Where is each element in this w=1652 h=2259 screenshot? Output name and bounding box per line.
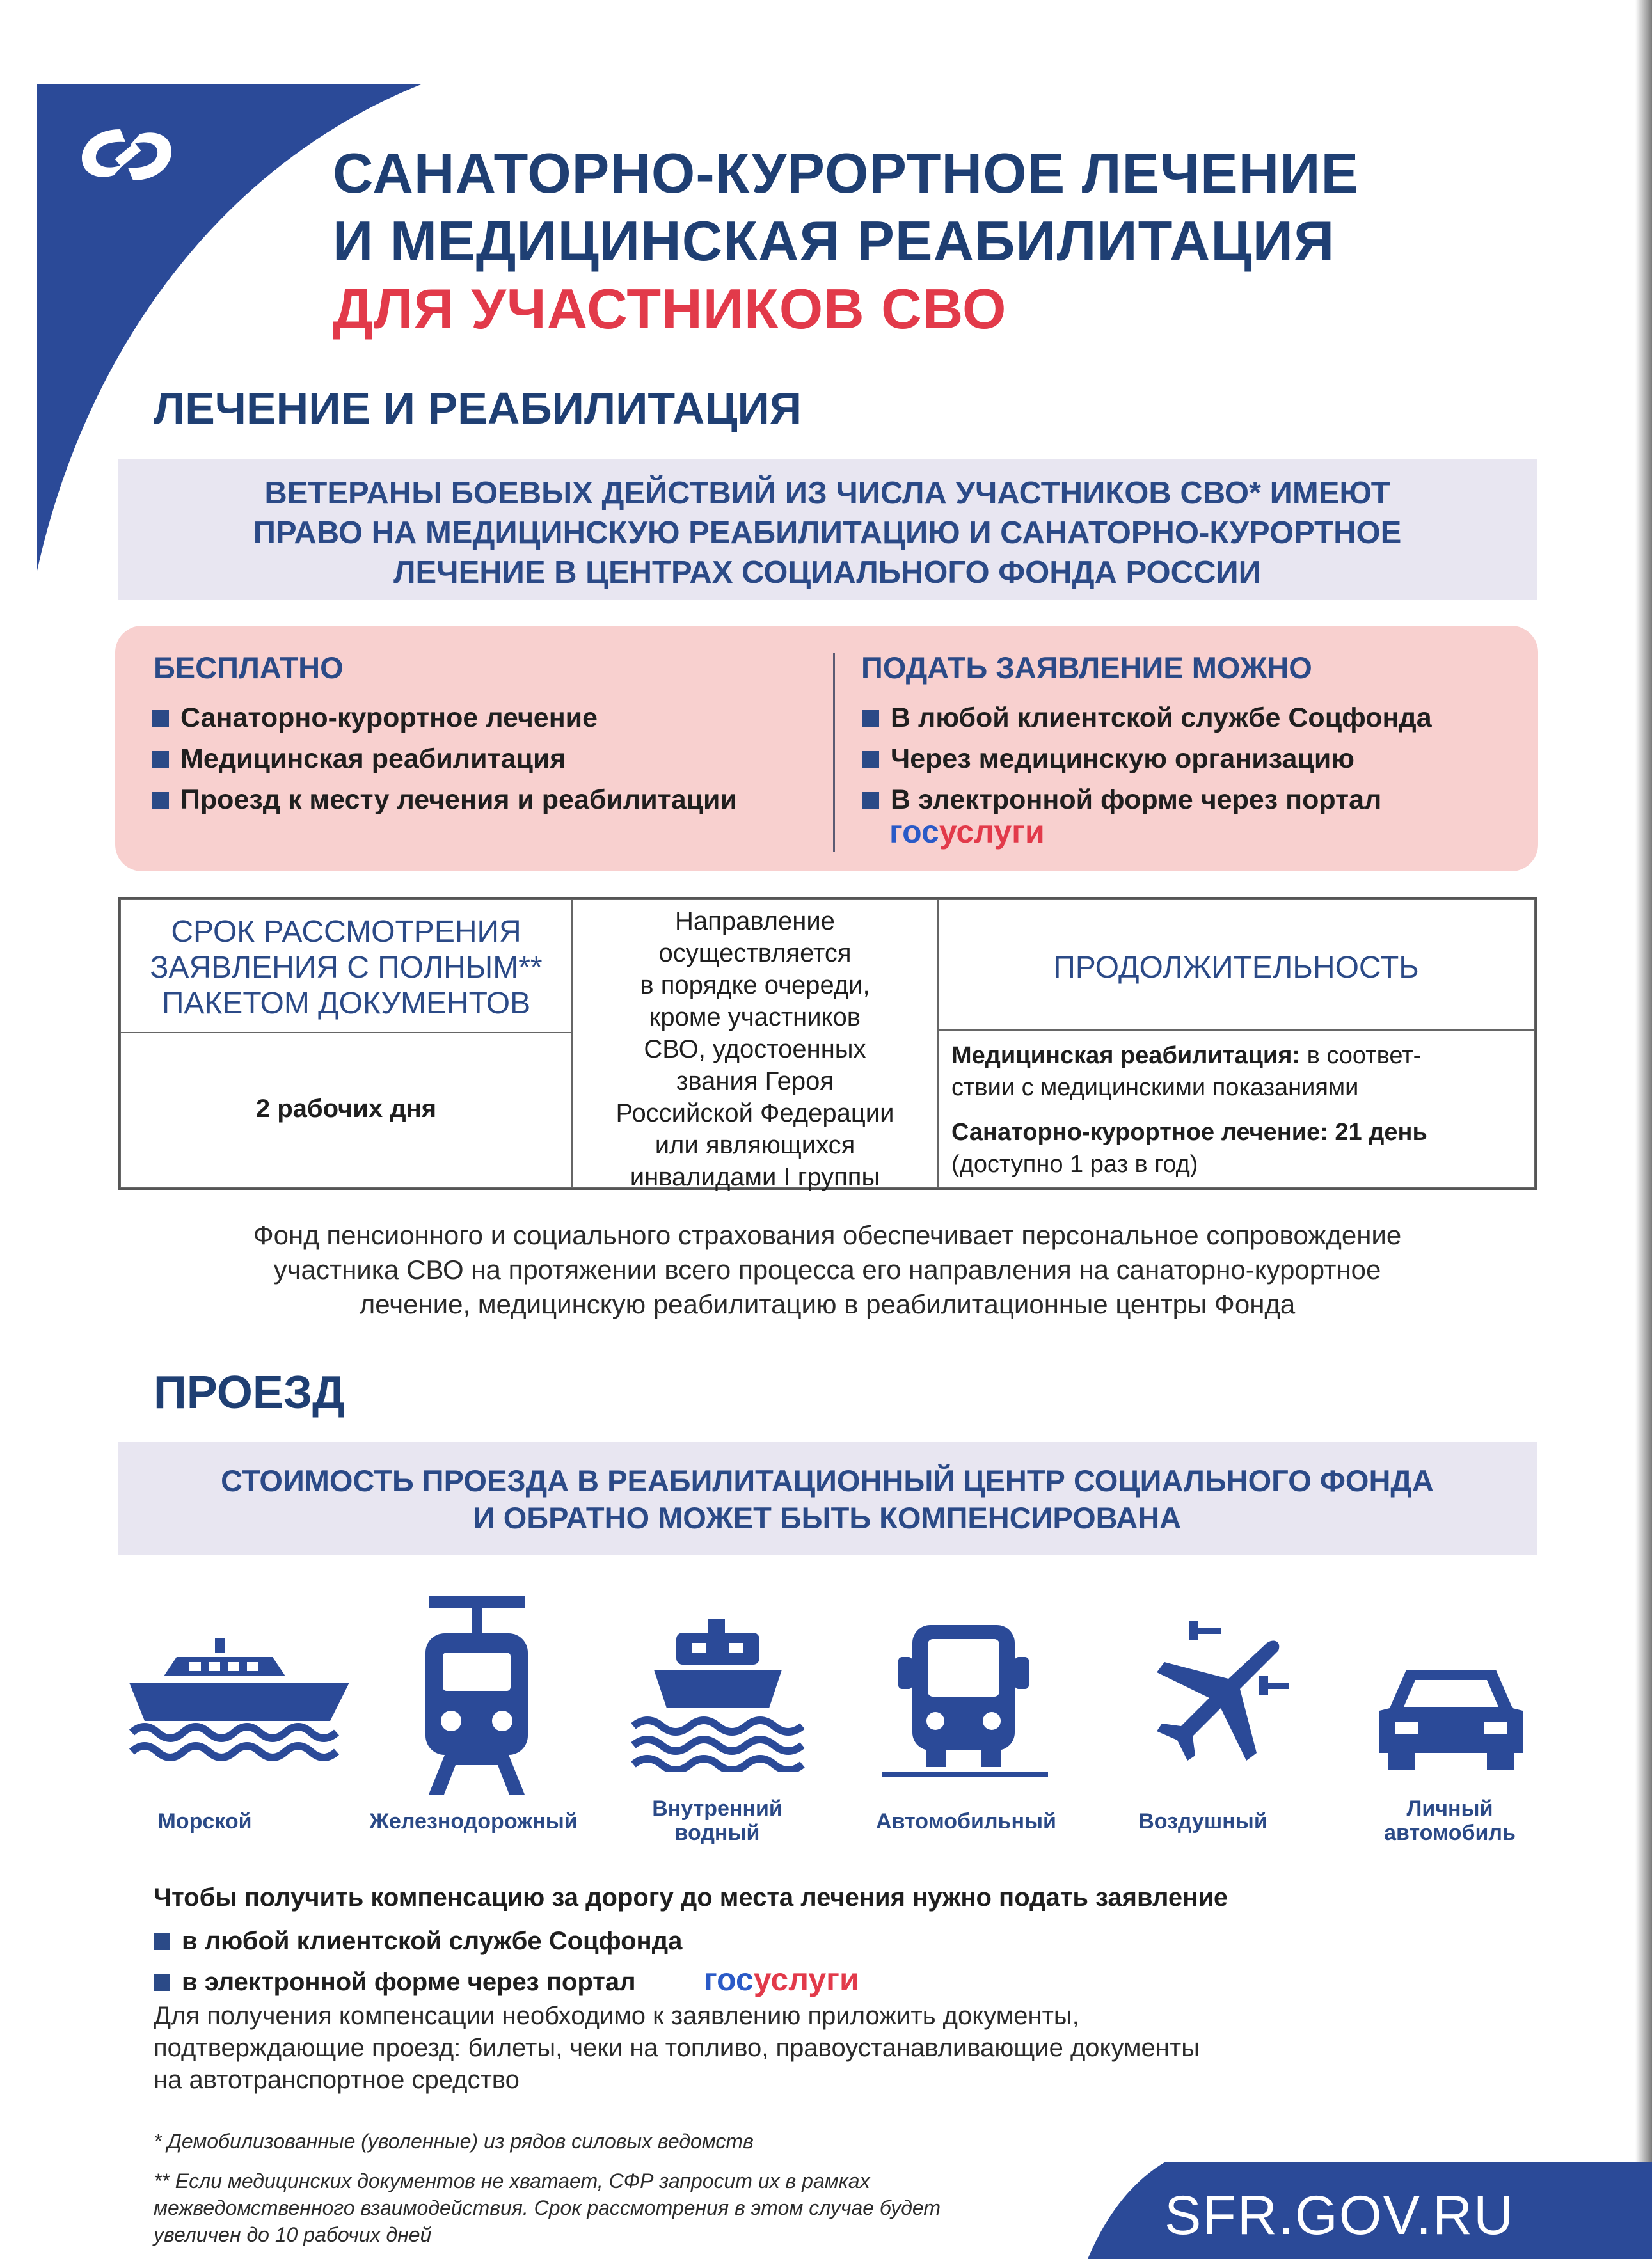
section-heading-treatment: ЛЕЧЕНИЕ И РЕАБИЛИТАЦИЯ — [154, 383, 802, 433]
direction-line: Российской Федерации — [616, 1099, 894, 1127]
gosuslugi-logo[interactable] — [889, 814, 1045, 850]
rehab-text-2: ствии с медицинскими показаниями — [951, 1074, 1359, 1101]
car-icon — [1374, 1663, 1528, 1772]
transport-label-multiline — [1354, 1796, 1546, 1845]
apply-heading: ПОДАТЬ ЗАЯВЛЕНИЕ МОЖНО — [861, 651, 1312, 685]
title-line-1: САНАТОРНО-КУРОРТНОЕ ЛЕЧЕНИЕ — [333, 141, 1360, 205]
list-item: Проезд к месту лечения и реабилитации — [152, 779, 737, 820]
gosuslugi-part-2: услуги — [939, 814, 1045, 850]
sanat-label: Санаторно-курортное лечение: 21 день — [951, 1119, 1427, 1146]
gosuslugi-part-1: гос — [704, 1962, 754, 1997]
gosuslugi-part-2: услуги — [753, 1962, 859, 1997]
apply-list — [862, 697, 1432, 820]
transport-label-multiline — [631, 1796, 804, 1845]
duration-header: ПРОДОЛЖИТЕЛЬНОСТЬ — [1053, 951, 1419, 985]
banner-line: И ОБРАТНО МОЖЕТ БЫТЬ КОМПЕНСИРОВАНА — [473, 1501, 1182, 1535]
compensation-title: Чтобы получить компенсацию за дорогу до места лечения нужно подать заявление — [154, 1883, 1228, 1912]
column-divider — [833, 653, 835, 852]
rehab-label: Медицинская реабилитация: — [951, 1042, 1301, 1069]
footnote-line: ** Если медицинских документов не хватает, СФР запросит их в рамках — [154, 2169, 870, 2192]
transport-label: Железнодорожный — [369, 1809, 578, 1834]
list-item: в электронной форме через портал — [154, 1962, 682, 2002]
footnote-2 — [154, 2168, 941, 2248]
duration-header-cell — [937, 899, 1535, 1031]
docs-line: Для получения компенсации необходимо к заявлению приложить документы, — [154, 2002, 1079, 2030]
duration-value-cell — [937, 1029, 1535, 1188]
page-title — [333, 139, 1359, 343]
list-item: Санаторно-курортное лечение — [152, 697, 737, 738]
scan-edge — [1635, 0, 1652, 2259]
rehab-text: в соответ- — [1300, 1042, 1422, 1069]
docs-line: подтверждающие проезд: билеты, чеки на топливо, правоустанавливающие документы — [154, 2034, 1200, 2062]
transport-label: Автомобильный — [876, 1809, 1056, 1834]
section-heading-travel: ПРОЕЗД — [154, 1367, 345, 1418]
note-line: Фонд пенсионного и социального страхования обеспечивает персональное сопровождение — [253, 1220, 1402, 1250]
direction-line: осуществляется — [658, 939, 852, 967]
direction-line: инвалидами I группы — [630, 1163, 880, 1191]
site-url[interactable]: SFR.GOV.RU — [1164, 2185, 1515, 2246]
banner-line: ПРАВО НА МЕДИЦИНСКУЮ РЕАБИЛИТАЦИЮ И САНАТОРНО-КУРОРТНОЕ — [253, 516, 1402, 550]
transport-label-line: Внутренний — [652, 1796, 782, 1821]
direction-line: СВО, удостоенных — [644, 1035, 866, 1063]
direction-line: Направление — [675, 907, 835, 935]
direction-line: в порядке очереди, — [640, 971, 870, 999]
transport-label: Морской — [157, 1809, 252, 1834]
banner-line: ЛЕЧЕНИЕ В ЦЕНТРАХ СОЦИАЛЬНОГО ФОНДА РОССИИ — [393, 555, 1261, 590]
list-item: В любой клиентской службе Соцфонда — [862, 697, 1432, 738]
note-line: участника СВО на протяжении всего процесса его направления на санаторно-курортное — [273, 1255, 1381, 1285]
support-note — [118, 1218, 1537, 1322]
gosuslugi-part-1: гос — [889, 814, 939, 850]
river-boat-icon — [628, 1619, 807, 1772]
list-item: в любой клиентской службе Соцфонда — [154, 1921, 682, 1962]
direction-line: или являющихся — [655, 1131, 855, 1159]
term-header-line: ЗАЯВЛЕНИЯ С ПОЛНЫМ** — [150, 951, 543, 985]
term-header-cell — [120, 899, 573, 1033]
banner-line: СТОИМОСТЬ ПРОЕЗДА В РЕАБИЛИТАЦИОННЫЙ ЦЕНТР СОЦИАЛЬНОГО ФОНДА — [221, 1464, 1434, 1498]
list-item: Через медицинскую организацию — [862, 738, 1432, 779]
free-list — [152, 697, 737, 820]
title-line-3: ДЛЯ УЧАСТНИКОВ СВО — [333, 277, 1007, 340]
term-value-cell — [120, 1032, 573, 1188]
term-header-line: СРОК РАССМОТРЕНИЯ — [171, 915, 521, 949]
docs-text — [154, 2000, 1200, 2096]
list-item: В электронной форме через портал — [862, 779, 1432, 820]
note-line: лечение, медицинскую реабилитацию в реабилитационные центры Фонда — [359, 1289, 1296, 1319]
direction-line: звания Героя — [676, 1067, 834, 1095]
list-item: Медицинская реабилитация — [152, 738, 737, 779]
info-table — [118, 897, 1537, 1190]
transport-label-line: водный — [674, 1821, 760, 1845]
footnote-line: межведомственного взаимодействия. Срок рассмотрения в этом случае будет — [154, 2196, 941, 2219]
ship-icon — [125, 1625, 356, 1766]
transport-label: Воздушный — [1138, 1809, 1267, 1834]
free-heading: БЕСПЛАТНО — [154, 651, 344, 685]
direction-cell — [571, 899, 939, 1191]
transport-label-line: автомобиль — [1384, 1821, 1516, 1845]
travel-banner — [118, 1442, 1537, 1555]
direction-line: кроме участников — [649, 1003, 861, 1031]
term-header-line: ПАКЕТОМ ДОКУМЕНТОВ — [161, 987, 531, 1020]
sanat-text: (доступно 1 раз в год) — [951, 1151, 1198, 1178]
compensation-list — [154, 1921, 682, 2002]
transport-label-line: Личный — [1406, 1796, 1493, 1821]
plane-icon — [1131, 1619, 1298, 1779]
footnote-1: * Демобилизованные (уволенные) из рядов силовых ведомств — [154, 2130, 754, 2153]
sfr-logo-icon — [75, 116, 178, 193]
footnote-line: увеличен до 10 рабочих дней — [154, 2223, 432, 2246]
bus-icon — [882, 1625, 1048, 1779]
rights-banner — [118, 459, 1537, 600]
train-icon — [416, 1596, 537, 1795]
term-value: 2 рабочих дня — [255, 1095, 437, 1123]
gosuslugi-logo[interactable] — [704, 1962, 859, 1997]
banner-line: ВЕТЕРАНЫ БОЕВЫХ ДЕЙСТВИЙ ИЗ ЧИСЛА УЧАСТНИКОВ СВО* ИМЕЮТ — [264, 476, 1390, 511]
docs-line: на автотранспортное средство — [154, 2066, 520, 2094]
title-line-2: И МЕДИЦИНСКАЯ РЕАБИЛИТАЦИЯ — [333, 209, 1335, 273]
